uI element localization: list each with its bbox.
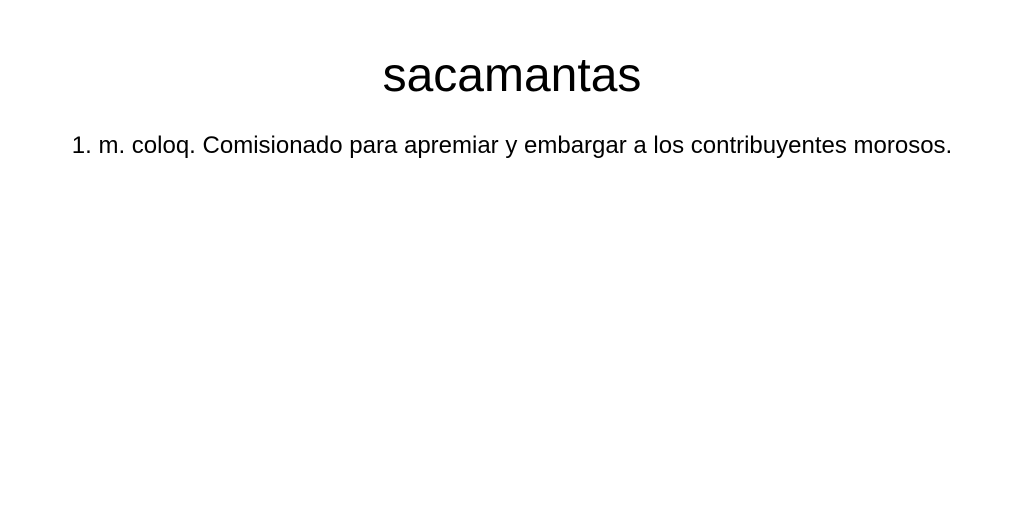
definition-text: 1. m. coloq. Comisionado para apremiar y embargar a los contribuyentes morosos. (71, 132, 953, 159)
headword: sacamantas (382, 49, 642, 102)
